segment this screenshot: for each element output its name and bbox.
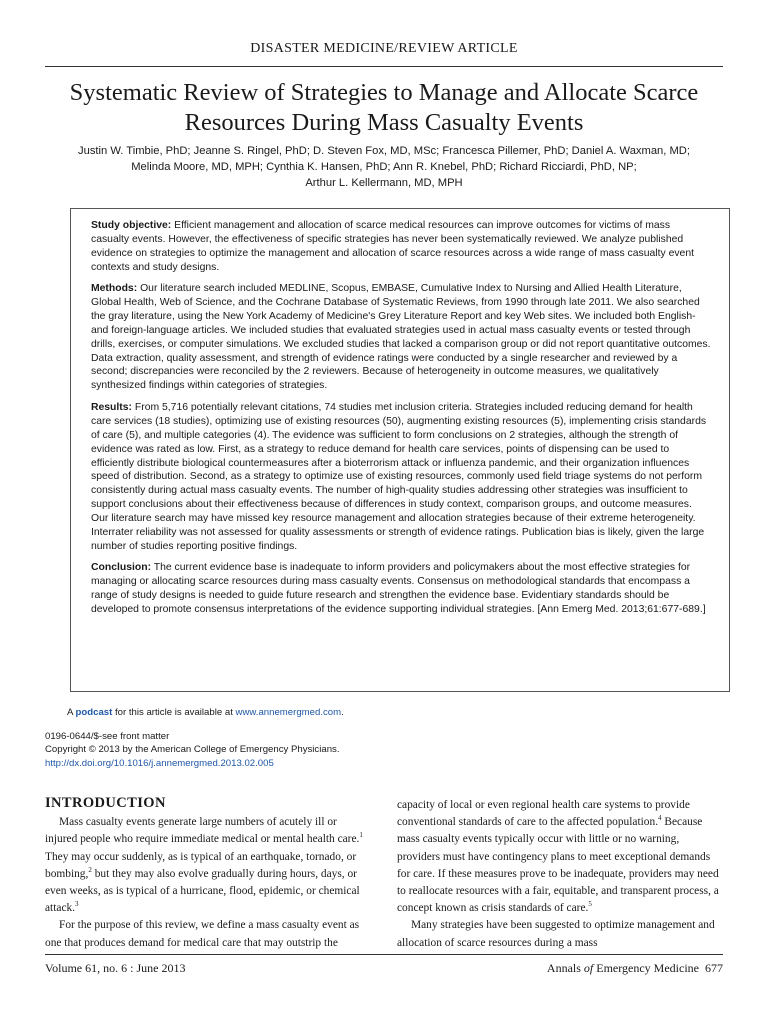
objective-text: Efficient management and allocation of scarce medical resources can improve outcomes for victims of mass casualty events. However, the effectiveness of specific strategies has never been systematically reviewed. We analyze published evidence on strategies to optimize the management and allocation of scarce resources across a wide range of mass casualty event contexts and study designs. (91, 220, 694, 273)
podcast-middle: for this article is available at (115, 707, 233, 718)
text-run: capacity of local or even regional health care systems to provide conventional standards of care to the affected population. (397, 799, 690, 829)
conclusion-label: Conclusion: (91, 562, 152, 574)
abstract-box (70, 208, 730, 692)
results-text: From 5,716 potentially relevant citations, 74 studies met inclusion criteria. Strategies included reducing demand for health care services (18 studies), optimizing use of existing resources (50), augmenting existing resources (5), implementing crisis standards of care (5), and multiple categories (4). The evidence was sufficient to form conclusions on 2 strategies, although the strength of evidence was rated as low. First, as a strategy to reduce demand for health care services, points of dispensing can be used to efficiently distribute biological countermeasures after a bioterrorism attack or influenza pandemic, and their organization influences speed of distribution. Second, as a strategy to optimize use of existing resources, commonly used field triage systems do not perform consistently during actual mass casualty events. The number of high-quality studies addressing other strategies was insufficient to support conclusions about their effectiveness because of differences in study context, comparison groups, and outcome measures. Our literature search may have missed key resource management and allocation strategies because of their extreme heterogeneity. Interrater reliability was not assessed for quality assessments or strength of evidence ratings. Publication bias is likely, given the large number of studies reporting positive findings. (91, 402, 707, 552)
text-run: but they may also evolve gradually during hours, days, or even weeks, as is typical of a hurricane, flood, epidemic, or chemical attack. (45, 867, 360, 915)
doi-link[interactable]: http://dx.doi.org/10.1016/j.annemergmed.2013.02.005 (45, 757, 274, 769)
text-run: Because mass casualty events typically occur with little or no warning, providers must have contingency plans to meet exceptional demands for care. If these measures prove to be inadequate, providers may need to reallocate resources with a fair, equitable, and transparent process, a concept known as crisis standards of care. (397, 816, 719, 915)
abstract-methods (91, 282, 711, 393)
authors-line: Melinda Moore, MD, MPH; Cynthia K. Hansen, PhD; Ann R. Knebel, PhD; Richard Ricciardi, PhD, NP; (131, 161, 637, 173)
abstract-results (91, 401, 711, 553)
page-footer (45, 961, 723, 976)
reference-marker: 2 (88, 866, 92, 875)
authors-line: Justin W. Timbie, PhD; Jeanne S. Ringel, PhD; D. Steven Fox, MD, MSc; Francesca Pillemer, PhD; Daniel A. Waxman, MD; (78, 145, 690, 157)
podcast-prefix: A (67, 707, 73, 718)
volume-info: Volume 61, no. 6 : June 2013 (45, 961, 186, 975)
body-paragraph (45, 814, 370, 917)
body-column-left (45, 795, 370, 952)
footer-rule (45, 954, 723, 955)
reference-marker: 3 (75, 900, 79, 909)
section-label: DISASTER MEDICINE/REVIEW ARTICLE (250, 41, 518, 56)
issn-line: 0196-0644/$-see front matter (45, 730, 170, 742)
methods-label: Methods: (91, 283, 138, 295)
reference-marker: 1 (359, 831, 363, 840)
body-paragraph: Many strategies have been suggested to optimize management and allocation of scarce resources during a mass (397, 919, 715, 949)
authors-line: Arthur L. Kellermann, MD, MPH (305, 177, 463, 189)
journal-name-suffix: Emergency Medicine (596, 961, 699, 975)
header-rule (45, 66, 723, 67)
text-run: Mass casualty events generate large numbers of acutely ill or injured people who require immediate medical or mental health care. (45, 816, 360, 846)
reference-marker: 4 (658, 814, 662, 823)
page-number: 677 (705, 961, 723, 975)
journal-page (547, 961, 723, 976)
body-paragraph: For the purpose of this review, we define a mass casualty event as one that produces demand for medical care that may outstrip the (45, 919, 360, 949)
conclusion-text: The current evidence base is inadequate to inform providers and policymakers about the most effective strategies for managing or allocating scarce resources during mass casualty events. Consensus on methodological standards that encompass a range of study designs is needed to guide future research and strengthen the evidence base. Evidentiary standards should be developed to promote consensus interpretations of the evidence supporting individual strategies. [Ann Emerg Med. 2013;61:677-689.] (91, 562, 706, 615)
podcast-link[interactable]: podcast (75, 707, 113, 718)
text-run: They may occur suddenly, as is typical of an earthquake, tornado, or bombing, (45, 850, 357, 880)
methods-text: Our literature search included MEDLINE, Scopus, EMBASE, Cumulative Index to Nursing and Allied Health Literature, Global Health, Web of Science, and the Cochrane Database of Systematic Reviews, from 1990 through late 2011. We also searched the gray literature, using the New York Academy of Medicine's Grey Literature Report and key Web sites. We included both English- and foreign-language articles. We included studies that evaluated strategies used in actual mass casualty events or tested through drills, exercises, or computer simulations. We excluded studies that lacked a comparison group or did not report quantitative outcomes. Data extraction, quality assessment, and strength of evidence ratings were conducted by a single researcher and reviewed by a second; discrepancies were reconciled by the 2 reviewers. Because of heterogeneity in outcome measures, we qualitatively synthesized findings within categories of strategies. (91, 283, 711, 392)
abstract-conclusion (91, 561, 711, 616)
podcast-note (67, 706, 725, 720)
body-paragraph (397, 797, 722, 917)
author-list (40, 143, 728, 191)
journal-name-of: of (583, 961, 594, 975)
reference-marker: 5 (588, 900, 592, 909)
results-label: Results: (91, 402, 132, 414)
podcast-suffix: . (341, 707, 344, 718)
journal-name-prefix: Annals (546, 961, 581, 975)
article-notes (45, 706, 725, 770)
body-column-right (397, 797, 722, 952)
objective-label: Study objective: (91, 220, 172, 231)
copyright-line: Copyright © 2013 by the American College of Emergency Physicians. (45, 744, 340, 755)
section-heading: INTRODUCTION (45, 795, 166, 811)
journal-url-link[interactable]: www.annemergmed.com (235, 707, 342, 718)
article-title: Systematic Review of Strategies to Manage and Allocate Scarce Resources During Mass Casualty Events (69, 79, 699, 136)
abstract-objective (91, 219, 711, 274)
